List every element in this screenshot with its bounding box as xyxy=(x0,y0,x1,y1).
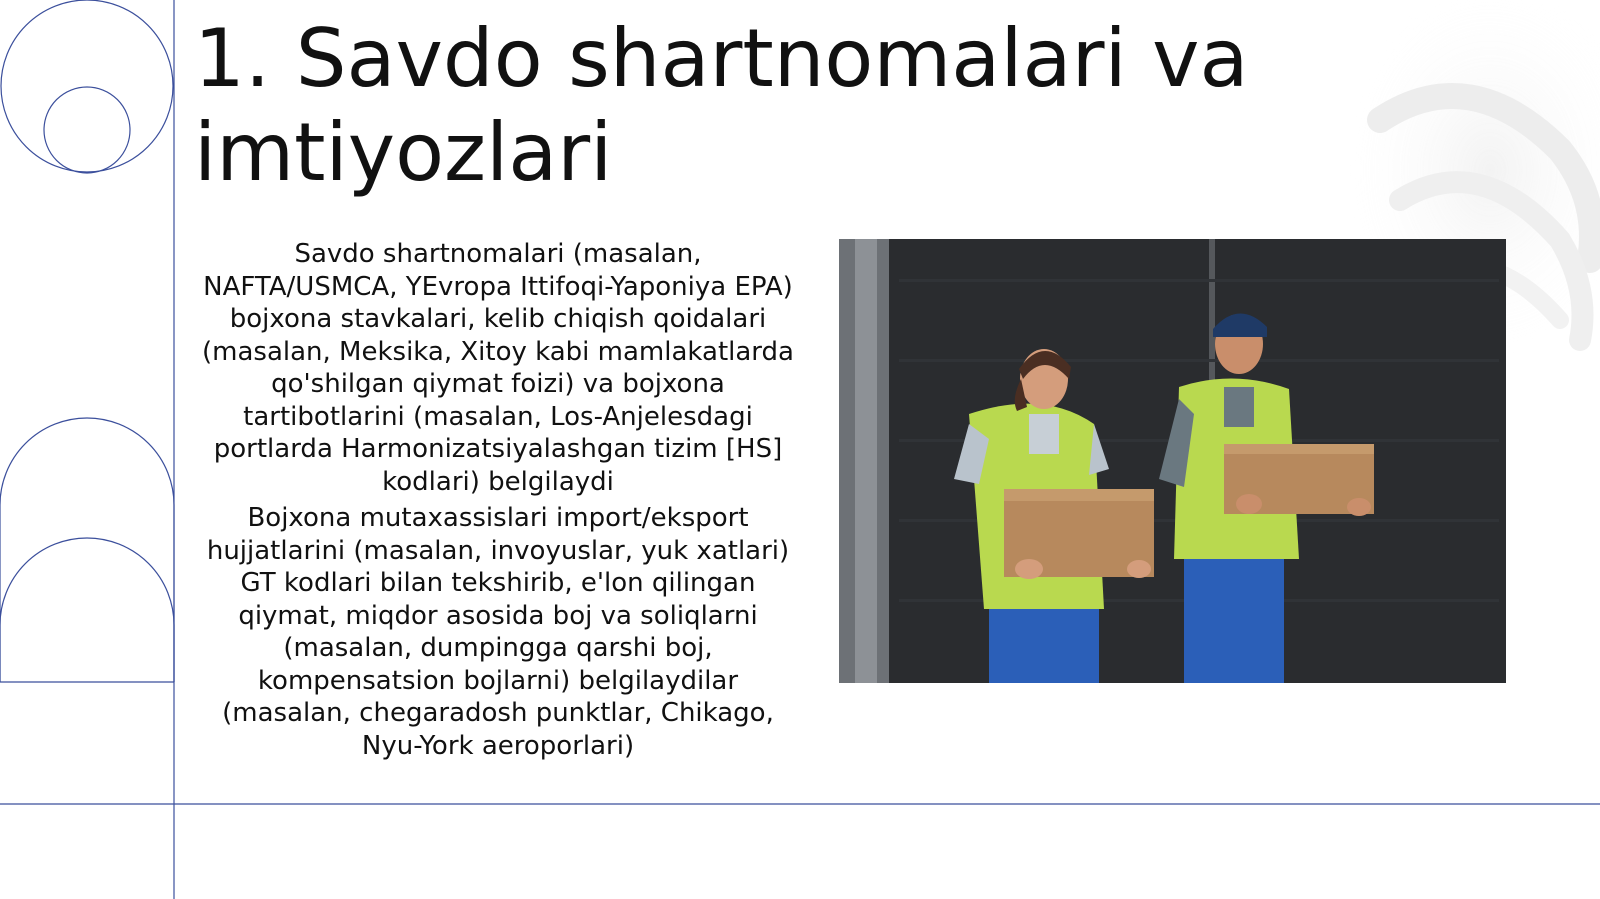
paragraph-customs-specialists: Bojxona mutaxassislari import/eksport hujjatlarini (masalan, invoyuslar, yuk xatlari) GT kodlari bilan tekshirib, e'lon qilingan qiymat, miqdor asosida boj va soliqlarni (masalan, dumpingga qarshi boj, kompensatsion bojlarni) belgilaydilar (masalan, chegaradosh punktlar, Chikago, Nyu-York aeroporlari) xyxy=(206,503,790,761)
slide-title: 1. Savdo shartnomalari va imtiyozlari xyxy=(194,12,1249,199)
workers-carrying-boxes-photo xyxy=(839,239,1506,683)
paragraph-trade-agreements: Savdo shartnomalari (masalan, NAFTA/USMCA, YEvropa Ittifoqi-Yaponiya EPA) bojxona stavkalari, kelib chiqish qoidalari (masalan, Meksika, Xitoy kabi mamlakatlarda qo'shilgan qiymat foizi) va bojxona tartibotlarini (masalan, Los-Anjelesdagi portlarda Harmonizatsiyalashgan tizim [HS] kodlari) belgilaydi xyxy=(202,239,794,497)
